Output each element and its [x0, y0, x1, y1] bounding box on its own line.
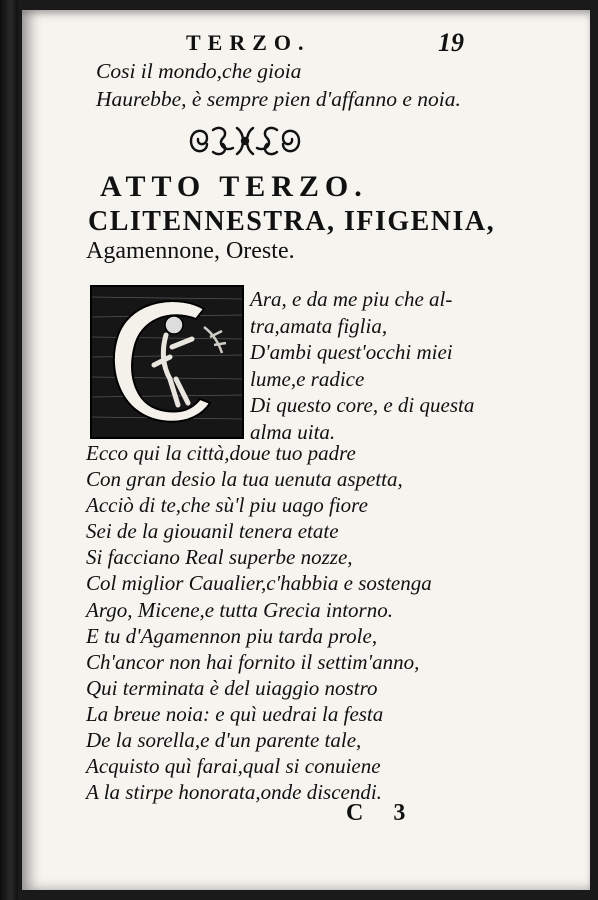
verse-line: Di questo core, e di questa — [250, 393, 475, 418]
page-number: 19 — [438, 28, 464, 57]
verse-line: E tu d'Agamennon piu tarda prole, — [86, 623, 378, 648]
verse-line: Ara, e da me piu che al- — [250, 287, 453, 311]
verse-line: tra,amata figlia, — [250, 313, 388, 338]
printers-ornament-icon — [183, 120, 307, 162]
verse-line: Haurebbe, è sempre pien d'affanno e noia. — [96, 86, 461, 111]
verse-line: Cosi il mondo,che gioia — [96, 59, 302, 83]
verse-line: Con gran desio la tua uenuta aspetta, — [86, 467, 403, 492]
verse-line: lume,e radice — [250, 366, 365, 391]
main-verse — [86, 440, 432, 805]
verse-line: De la sorella,e d'un parente tale, — [86, 728, 362, 753]
verse-line: Ch'ancor non hai fornito il settim'anno, — [86, 649, 420, 674]
verse-line: Col miglior Caualier,c'habbia e sostenga — [86, 571, 432, 596]
running-head: TERZO. — [186, 30, 311, 55]
book-gutter — [0, 0, 18, 900]
signature-mark: C 3 — [346, 800, 418, 826]
verse-line: Sei de la giouanil tenera etate — [86, 519, 339, 544]
verse-line: Si facciano Real superbe nozze, — [86, 545, 353, 570]
verse-line: Ecco qui la città,doue tuo padre — [86, 441, 356, 465]
verse-line: alma uita. — [250, 419, 336, 444]
top-verse — [96, 58, 461, 113]
verse-line: La breue noia: e quì uedrai la festa — [86, 701, 384, 726]
verse-beside-initial — [250, 286, 474, 446]
verse-line: D'ambi quest'occhi miei — [250, 340, 453, 365]
characters-heading: CLITENNESTRA, IFIGENIA, — [88, 206, 496, 237]
decorated-initial-c-icon — [90, 285, 244, 439]
verse-line: Argo, Micene,e tutta Grecia intorno. — [86, 597, 393, 622]
act-title: ATTO TERZO. — [100, 170, 368, 203]
verse-line: Acquisto quì farai,qual si conuiene — [86, 754, 381, 779]
verse-line: Acciò di te,che sù'l piu uago fiore — [86, 493, 368, 518]
characters-subheading: Agamennone, Oreste. — [86, 238, 295, 264]
verse-line: Qui terminata è del uiaggio nostro — [86, 675, 378, 700]
verse-line: A la stirpe honorata,onde discendi. — [86, 780, 382, 805]
